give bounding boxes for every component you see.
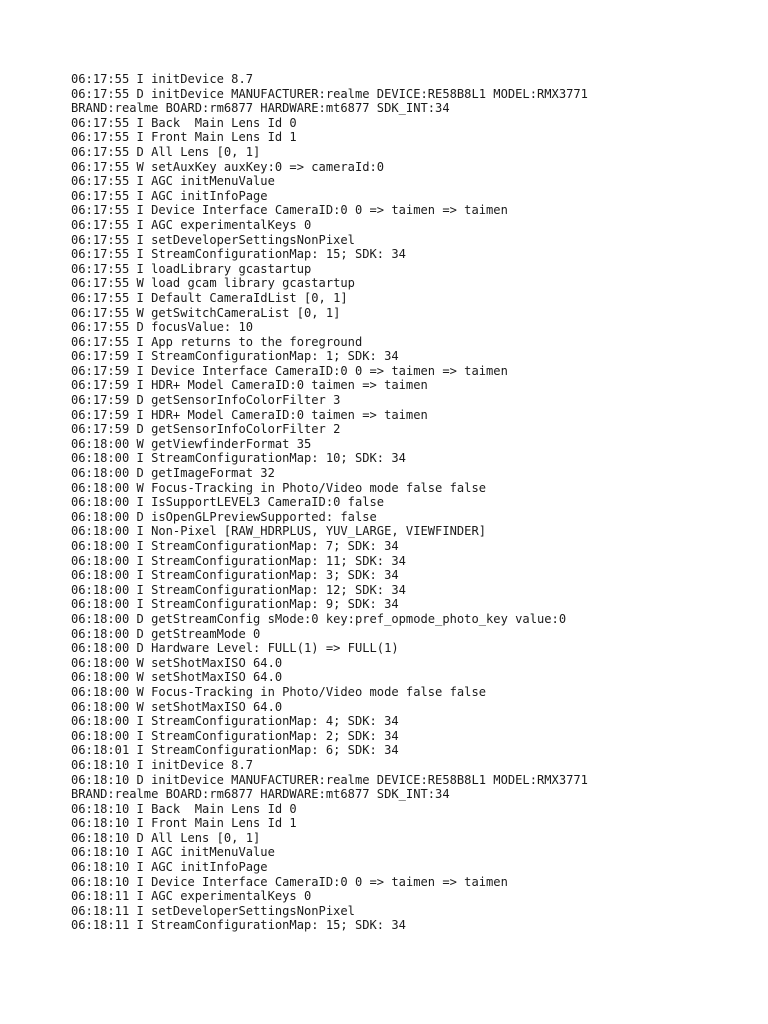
log-line: 06:18:00 W Focus-Tracking in Photo/Video mode false false xyxy=(71,684,487,699)
log-line: 06:18:00 I StreamConfigurationMap: 4; SDK: 34 xyxy=(71,714,399,729)
log-line: 06:18:10 I Back Main Lens Id 0 xyxy=(71,801,297,816)
log-line: 06:18:00 W setShotMaxISO 64.0 xyxy=(71,670,283,685)
log-line: 06:17:55 I AGC experimentalKeys 0 xyxy=(71,217,312,232)
log-line: 06:18:00 D getStreamMode 0 xyxy=(71,626,261,641)
log-line: 06:18:00 D getStreamConfig sMode:0 key:pref_opmode_photo_key value:0 xyxy=(71,611,567,626)
log-line: 06:17:55 I Device Interface CameraID:0 0 => taimen => taimen xyxy=(71,203,508,218)
log-line: 06:18:11 I AGC experimentalKeys 0 xyxy=(71,889,312,904)
log-line: 06:17:55 I initDevice 8.7 xyxy=(71,72,254,86)
log-line: 06:18:00 I StreamConfigurationMap: 9; SDK: 34 xyxy=(71,597,399,612)
log-line: 06:18:00 I StreamConfigurationMap: 2; SDK: 34 xyxy=(71,728,399,743)
log-line: BRAND:realme BOARD:rm6877 HARDWARE:mt6877 SDK_INT:34 xyxy=(71,787,450,802)
log-line: 06:17:55 W getSwitchCameraList [0, 1] xyxy=(71,305,341,320)
log-line: 06:17:55 W load gcam library gcastartup xyxy=(71,276,355,291)
log-line: 06:17:55 I Default CameraIdList [0, 1] xyxy=(71,290,348,305)
log-line: 06:18:10 I initDevice 8.7 xyxy=(71,757,254,772)
log-line: 06:18:00 I StreamConfigurationMap: 12; SDK: 34 xyxy=(71,582,406,597)
log-line: 06:18:00 I StreamConfigurationMap: 3; SDK: 34 xyxy=(71,568,399,583)
log-line: 06:17:59 D getSensorInfoColorFilter 3 xyxy=(71,393,341,408)
log-line: 06:18:00 W getViewfinderFormat 35 xyxy=(71,436,312,451)
log-line: 06:17:55 W setAuxKey auxKey:0 => cameraId:0 xyxy=(71,159,385,174)
log-line: 06:17:55 I setDeveloperSettingsNonPixel xyxy=(71,232,355,247)
log-line: 06:18:10 I AGC initMenuValue xyxy=(71,845,275,860)
log-line: 06:17:59 I HDR+ Model CameraID:0 taimen => taimen xyxy=(71,378,428,393)
log-line: 06:17:55 D focusValue: 10 xyxy=(71,320,254,335)
log-line: 06:18:00 D isOpenGLPreviewSupported: false xyxy=(71,509,377,524)
log-line: 06:17:59 D getSensorInfoColorFilter 2 xyxy=(71,422,341,437)
log-line: 06:18:00 W setShotMaxISO 64.0 xyxy=(71,699,283,714)
log-line: 06:17:55 D All Lens [0, 1] xyxy=(71,144,261,159)
log-line: 06:18:00 I StreamConfigurationMap: 10; SDK: 34 xyxy=(71,451,406,466)
log-line: 06:18:11 I StreamConfigurationMap: 15; SDK: 34 xyxy=(71,918,406,933)
log-line: 06:18:00 I StreamConfigurationMap: 7; SDK: 34 xyxy=(71,539,399,553)
log-line: BRAND:realme BOARD:rm6877 HARDWARE:mt6877 SDK_INT:34 xyxy=(71,101,450,116)
log-line: 06:17:55 I AGC initMenuValue xyxy=(71,174,275,189)
log-line: 06:18:01 I StreamConfigurationMap: 6; SDK: 34 xyxy=(71,743,399,758)
log-line: 06:17:59 I HDR+ Model CameraID:0 taimen => taimen xyxy=(71,407,428,422)
log-line: 06:17:55 D initDevice MANUFACTURER:realme DEVICE:RE58B8L1 MODEL:RMX3771 xyxy=(71,86,588,101)
log-line: 06:18:10 I Device Interface CameraID:0 0 => taimen => taimen xyxy=(71,874,508,889)
log-line: 06:17:55 I App returns to the foreground xyxy=(71,334,363,349)
log-line: 06:17:55 I loadLibrary gcastartup xyxy=(71,261,312,276)
log-line: 06:17:55 I AGC initInfoPage xyxy=(71,188,268,203)
log-line: 06:17:55 I Back Main Lens Id 0 xyxy=(71,115,297,130)
log-line: 06:18:10 D All Lens [0, 1] xyxy=(71,830,261,845)
log-line: 06:18:00 W Focus-Tracking in Photo/Video mode false false xyxy=(71,480,487,495)
log-line: 06:18:10 D initDevice MANUFACTURER:realme DEVICE:RE58B8L1 MODEL:RMX3771 xyxy=(71,772,588,787)
log-line: 06:18:00 I IsSupportLEVEL3 CameraID:0 false xyxy=(71,495,385,510)
log-line: 06:17:59 I Device Interface CameraID:0 0 => taimen => taimen xyxy=(71,363,508,378)
log-line: 06:18:00 I Non-Pixel [RAW_HDRPLUS, YUV_LARGE, VIEWFINDER] xyxy=(71,524,487,539)
log-line: 06:17:55 I StreamConfigurationMap: 15; SDK: 34 xyxy=(71,247,406,262)
log-line: 06:18:00 D Hardware Level: FULL(1) => FULL(1) xyxy=(71,641,399,656)
log-line: 06:18:10 I AGC initInfoPage xyxy=(71,860,268,875)
log-line: 06:17:59 I StreamConfigurationMap: 1; SDK: 34 xyxy=(71,349,399,364)
log-line: 06:18:10 I Front Main Lens Id 1 xyxy=(71,816,297,831)
log-line: 06:18:11 I setDeveloperSettingsNonPixel xyxy=(71,903,355,918)
log-line: 06:17:55 I Front Main Lens Id 1 xyxy=(71,130,297,145)
log-line: 06:18:00 I StreamConfigurationMap: 11; SDK: 34 xyxy=(71,553,406,568)
log-text-block xyxy=(71,72,588,933)
log-line: 06:18:00 W setShotMaxISO 64.0 xyxy=(71,655,283,670)
log-line: 06:18:00 D getImageFormat 32 xyxy=(71,466,275,481)
